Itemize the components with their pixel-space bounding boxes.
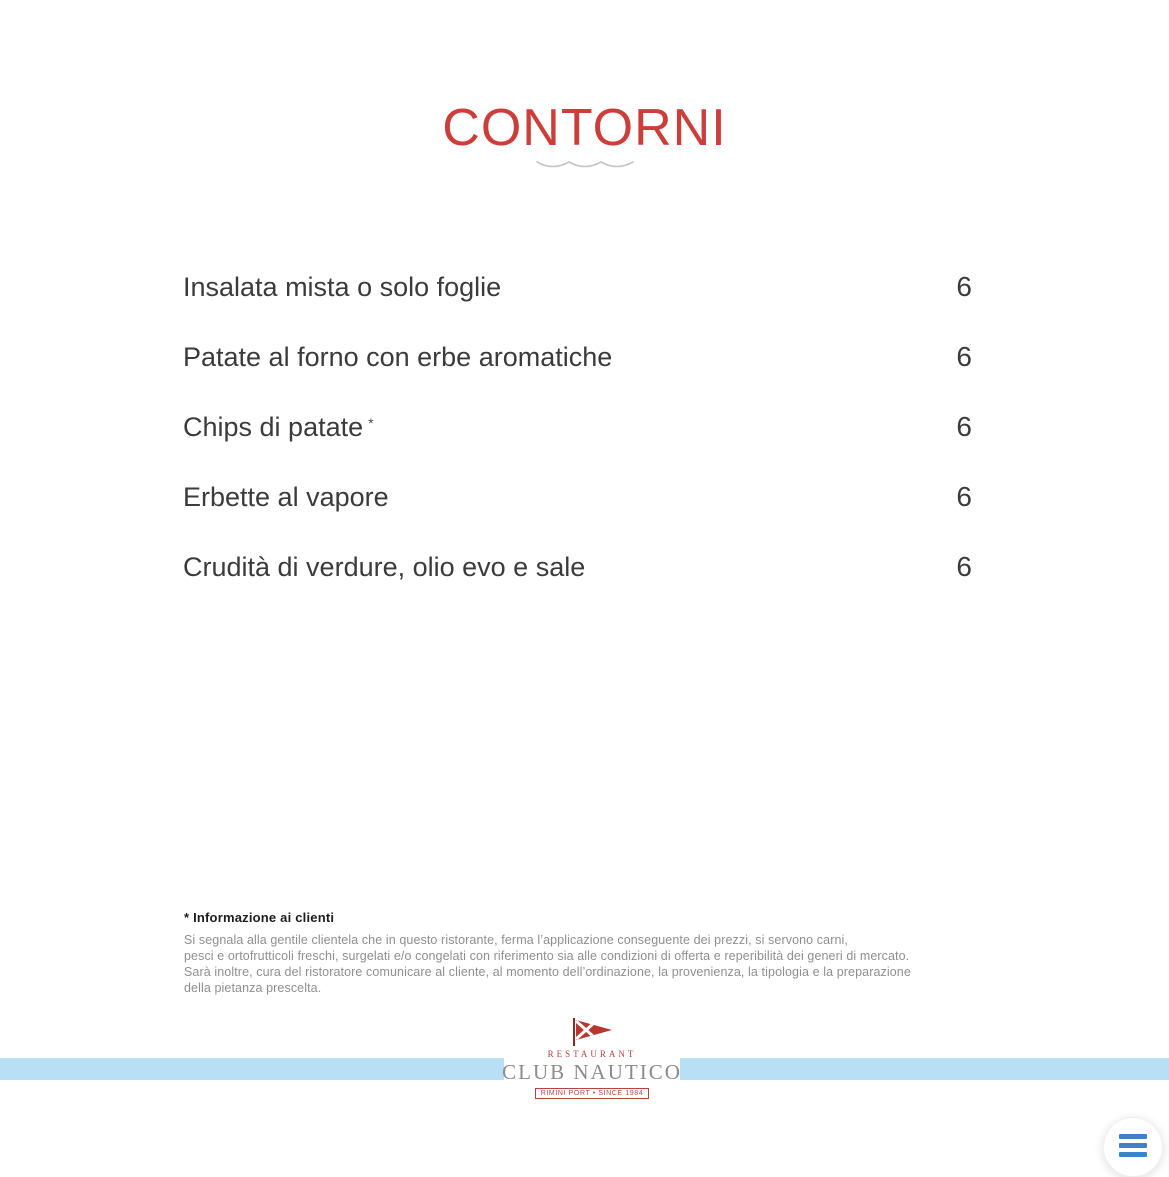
- notes-line: pesci e ortofrutticoli freschi, surgelati e/o congelati con riferimento sia alle condizioni di offerta e reperibilità dei generi di mercato.: [184, 949, 910, 963]
- menu-fab-button[interactable]: [1103, 1117, 1163, 1177]
- menu-item-price: 6: [956, 271, 972, 302]
- menu-item-name: Crudità di verdure, olio evo e sale: [183, 552, 586, 582]
- menu-item-price: 6: [956, 411, 972, 442]
- menu-row: [183, 338, 972, 372]
- notes-line: della pietanza prescelta.: [184, 981, 322, 995]
- footer-logo: [504, 1013, 680, 1101]
- notes-line: Si segnala alla gentile clientela che in questo ristorante, ferma l’applicazione conseguente dei prezzi, si servono carni,: [184, 933, 848, 947]
- logo-name: CLUB NAUTICO: [502, 1060, 682, 1084]
- menu-item-price: 6: [956, 551, 972, 582]
- page-header: [0, 100, 1169, 173]
- menu-item-name: Patate al forno con erbe aromatiche: [183, 342, 613, 372]
- menu-row: [183, 408, 972, 442]
- menu-row: [183, 268, 972, 302]
- menu-item-name: Insalata mista o solo foglie: [183, 272, 502, 302]
- asterisk-mark: *: [368, 415, 374, 431]
- page-title: CONTORNI: [442, 99, 727, 157]
- hamburger-menu-icon: [1119, 1134, 1147, 1161]
- menu-item-price: 6: [956, 481, 972, 512]
- logo-tagline: RIMINI PORT • SINCE 1984: [535, 1088, 650, 1099]
- menu-item-price: 6: [956, 341, 972, 372]
- logo-restaurant-label: RESTAURANT: [547, 1049, 637, 1059]
- wave-divider-icon: [535, 157, 635, 173]
- menu-row: [183, 478, 972, 512]
- notes-line: Sarà inoltre, cura del ristoratore comunicare al cliente, al momento dell’ordinazione, la provenienza, la tipologia e la preparazione: [184, 965, 911, 979]
- notes-heading: * Informazione ai clienti: [184, 910, 335, 925]
- menu-item-name: Chips di patate *: [183, 412, 374, 442]
- menu-row: [183, 548, 972, 582]
- menu-item-name: Erbette al vapore: [183, 482, 389, 512]
- customer-info-notes: [184, 910, 994, 996]
- menu-list: [183, 268, 972, 618]
- burgee-flag-icon: [569, 1017, 615, 1047]
